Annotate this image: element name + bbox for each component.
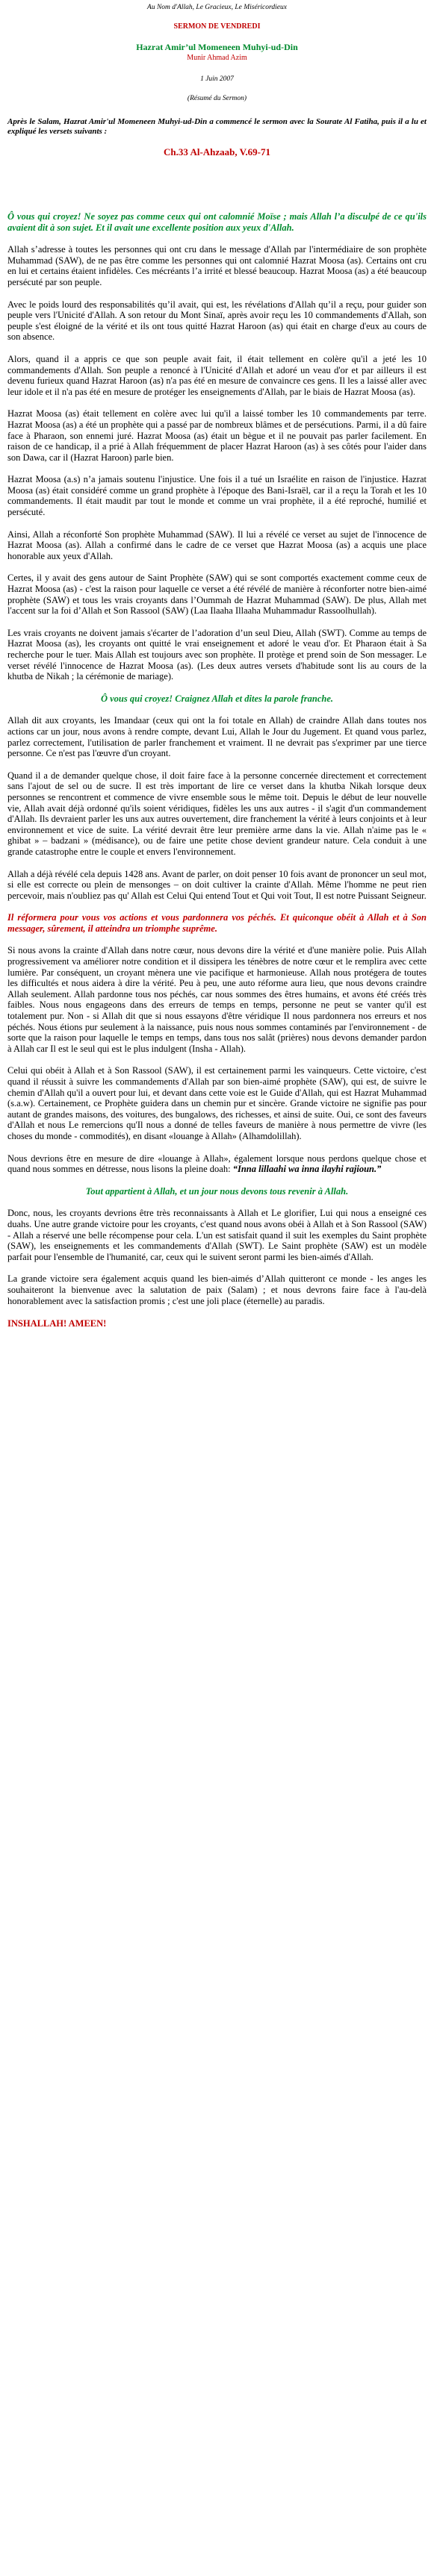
invocation: Au Nom d'Allah, Le Gracieux, Le Miséricordieux: [147, 4, 287, 11]
paragraph-14: [7, 1153, 427, 1175]
quote-2: Il réformera pour vous vos actions et vous pardonnera vos péchés. Et quiconque obéit à Allah et à Son messager, sûrement, il atteindra un triomphe suprême.: [7, 912, 427, 934]
closing-text: INSHALLAH! AMEEN!: [7, 1318, 107, 1329]
quote-3: Tout appartient à Allah, et un jour nous devons tous revenir à Allah.: [85, 1185, 349, 1197]
quote-1: Ô vous qui croyez! Craignez Allah et dites la parole franche.: [100, 693, 333, 704]
paragraph-1: Allah s’adresse à toutes les personnes qui ont cru dans le message d'Allah par l'intermédiaire de son prophète Muhammad (SAW), de ne pas être comme les personnes qui ont calomnié Hazrat Moosa (as). Certains ont cru en lui et certains étaient infidèles. Ces mécréants l’a irrité et blessé beaucoup. Hazrat Moosa (as) a été beaucoup persécuté par son peuple.: [7, 244, 427, 287]
paragraph-9: Allah dit aux croyants, les Imandaar (ceux qui ont la foi totale en Allah) de craindre Allah dans toutes nos actions car un jour, nous avons à rendre compte, devant Lui, Allah le Jour du Jugement. Et quand vous parlez, parlez correctement, l'utilisation de parler franchement et vraiment. Il ne devrait pas s'exprimer par une tierce personne. Ce n'est pas l'œuvre d'un croyant.: [7, 715, 427, 759]
paragraph-2: Avec le poids lourd des responsabilités qu’il avait, qui est, les révélations d'Allah qu’il a reçu, pour guider son peuple vers l'Unicité d'Allah. A son retour du Mont Sinaï, après avoir reçu les 10 commandements d'Allah, son peuple s'est éloigné de la vérité et ils ont tous quitté Hazrat Haroon (as) qui était en charge d'eux au cours de son absence.: [7, 299, 427, 343]
sermon-date: 1 Juin 2007: [200, 75, 234, 83]
paragraph-16: La grande victoire sera également acquis quand les bien-aimés d’Allah quitteront ce monde - les anges les souhaiteront la bienvenue avec la salutation de paix (Salam) ; et nous devrons faire face à l'au-delà honorablement avec la satisfaction promis ; c'est une joli place (éternelle) au paradis.: [7, 1273, 427, 1306]
paragraph-10: Quand il a de demander quelque chose, il doit faire face à la personne concernée directement et correctement sans l'ajout de sel ou de sucre. Il est très important de lire ce verset dans la khutba Nikah lorsque deux personnes se rencontrent et commence de vivre ensemble sous le même toit. Depuis le début de leur nouvelle vie, Allah avait déjà ordonné qu'ils soient véridiques, fidèles les uns aux autres - il s'agit d'un commandement d'Allah. Ils devraient parler les uns aux autres ouvertement, dire franchement la vérité à leurs conjoints et à leur environnement et vice de suite. La vérité devrait être leur première arme dans la vie. Allah n'aime pas le « ghibat » – badzani » (médisance), ou de faire une petite chose devient grandeur nature. Cela conduit à une grande catastrophe entre le couple et envers l'environnement.: [7, 770, 427, 857]
paragraph-14-text: Nous devrions être en mesure de dire «louange à Allah», également lorsque nous perdons quelque chose et quand nous sommes en détresse, nous lisons la pleine doah:: [7, 1153, 427, 1175]
paragraph-13: Celui qui obéit à Allah et à Son Rassool (SAW), il est certainement parmi les vainqueurs. Cette victoire, c'est quand il réussit à suivre les commandements d'Allah par son bien-aimé prophète (SAW), qui est, de suivre le chemin d'Allah qu'il a ouvert pour lui, et devant dans cette voie est le Guide d'Allah, qui est Hazrat Muhammad (s.a.w). Certainement, ce Prophète guidera dans un chemin pur et sincère. Grande victoire ne signifie pas pour autant de grandes maisons, des voitures, des bungalows, des richesses, et ainsi de suite. Oui, ce sont des faveurs d'Allah et nous Le remercions qu'Il nous a donné de telles faveurs de manière à nous permettre de vivre (les choses du monde - commodités), en disant «louange à Allah» (Alhamdolillah).: [7, 1065, 427, 1141]
paragraph-15: Donc, nous, les croyants devrions être très reconnaissants à Allah et Le glorifier, Lui qui nous a enseigné ces duahs. Une autre grande victoire pour les croyants, c'est quand nous avons obéi à Allah et à Son Rassool (SAW) - Allah a réservé une belle récompense pour cela. L'un est satisfait quand il suit les exemples du Saint prophète (SAW), les enseignements et les commandements d'Allah (SWT). Le Saint prophète (SAW) est un modèle parfait pour l'ensemble de l'humanité, car, ceux qui le suivent seront parmi les bien-aimés d'Allah.: [7, 1208, 427, 1262]
verse-reference: Ch.33 Al-Ahzaab, V.69-71: [164, 146, 270, 158]
sermon-kind: SERMON DE VENDREDI: [173, 22, 261, 31]
paragraph-11: Allah a déjà révélé cela depuis 1428 ans. Avant de parler, on doit penser 10 fois avant de prononcer un seul mot, si elle est correcte ou plein de mensonges – on doit cultiver la crainte d'Allah. Même l'homme ne peut rien percevoir, mais n'oubliez pas qu' Allah est Celui Qui entend Tout et Qui voit Tout, Il est notre Puissant Seigneur.: [7, 868, 427, 901]
verse-quote: Ô vous qui croyez! Ne soyez pas comme ceux qui ont calomnié Moïse ; mais Allah l’a disculpé de ce qu'ils avaient dit à son sujet. Et il avait une excellente position aux yeux d'Allah.: [7, 211, 427, 233]
paragraph-8: Les vrais croyants ne doivent jamais s'écarter de l’adoration d’un seul Dieu, Allah (SWT). Comme au temps de Hazrat Moosa (as), les croyants ont quitté le vrai enseignement et adoré le veau d'or. Et Pharaon était à Sa recherche pour le tuer. Mais Allah est toujours avec son prophète. Il protège et prend soin de Son messager. Le verset révélé l'innocence de Hazrat Moosa (as). (Les deux autres versets d'habitude sont lis au cours de la khutba de Nikah ; la cérémonie de mariage).: [7, 627, 427, 682]
summary-note: (Résumé du Sermon): [187, 95, 247, 102]
sermon-document: [7, 3, 427, 1329]
intro-text: Après le Salam, Hazrat Amir'ul Momeneen Muhyi-ud-Din a commencé le sermon avec la Sourate Al Fatiha, puis il a lu et expliqué les versets suivants :: [7, 117, 427, 136]
paragraph-3: Alors, quand il a appris ce que son peuple avait fait, il était tellement en colère qu'il a jeté les 10 commandements d'Allah. Son peuple a renoncé à l'Unicité d'Allah et adoré un veau d'or et par ailleurs il est devenu furieux quand Hazrat Haroon (as) n'a pas été en mesure de convaincre ces gens. Il les a laissé aller avec leur idole et il n'a pas été en mesure de protéger les enseignements d'Allah, par le biais de Hazrat Moosa (as).: [7, 353, 427, 397]
paragraph-5: Hazrat Moosa (a.s) n’a jamais soutenu l'injustice. Une fois il a tué un Israélite en raison de l'injustice. Hazrat Moosa (as) était considéré comme un grand prophète à l'époque des Bani-Israël, car il a reçu la Torah et les 10 commandements. Il était maudit par tout le monde et comme un vrai prophète, il a été reproché, humilié et persécuté.: [7, 474, 427, 518]
paragraph-4: Hazrat Moosa (as) était tellement en colère avec lui qu'il a laissé tomber les 10 commandements par terre. Hazrat Moosa (as) a été un prophète qui a passé par de nombreux blâmes et de persécutions. Parmi, il a dû faire face à Pharaon, son ennemi juré. Hazrat Moosa (as) était un bègue et il ne pouvait pas parler facilement. En raison de ce handicap, il a prié à Allah fréquemment de placer Hazrat Haroon (as) à ses côtés pour l'aider dans son Dawa, car il (Hazrat Haroon) parle bien.: [7, 408, 427, 463]
imam-name-line2: Munir Ahmad Azim: [187, 54, 247, 62]
paragraph-7: Certes, il y avait des gens autour de Saint Prophète (SAW) qui se sont comportés exactement comme ceux de Hazrat Moosa (as) - c'est la raison pour laquelle ce verset a été révélé de manière à réconforter notre bien-aimé prophète (SAW) et tous les vrais croyants dans l’Oummah de Hazrat Muhammad (SAW). De plus, Allah met l'accent sur la foi d’Allah et Son Rassool (SAW) (Laa Ilaaha Illaaha Muhammadur Rassoolhullah).: [7, 573, 427, 617]
paragraph-14-doah: “Inna lillaahi wa inna ilayhi rajioun.”: [232, 1164, 382, 1175]
paragraph-12: Si nous avons la crainte d'Allah dans notre cœur, nous devons dire la vérité et d'une manière polie. Puis Allah progressivement va améliorer notre condition et il dissipera les ténèbres de notre cœur et le remplira avec cette lumière. Par conséquent, un croyant mènera une vie pacifique et harmonieuse. Allah nous protégera de toutes les difficultés et nous aidera à dire la vérité. Peu à peu, une auto réforme aura lieu, que nous devons craindre Allah seulement. Allah pardonne tous nos péchés, car nous sommes des êtres humains, et avons été créés très faibles. Nous nous engageons dans des erreurs de temps en temps, personne ne peut se vanter qu'il est totalement pur. Non - si Allah dit que si nous essayons d'être véridique Il nous pardonnera nos erreurs et nos péchés. Nous étions pur seulement à la naissance, puis nous nous sommes contaminés par l'environnement - de sorte que la raison pour laquelle le temps en temps, dans tous nos salât (prières) nous devons demander pardon à Allah car Il est le seul qui est le plus indulgent (Insha - Allah).: [7, 945, 427, 1054]
imam-name-line1: Hazrat Amir’ul Momeneen Muhyi-ud-Din: [136, 42, 298, 52]
paragraph-6: Ainsi, Allah a réconforté Son prophète Muhammad (SAW). Il lui a révélé ce verset au sujet de l'innocence de Hazrat Moosa (as). Allah a confirmé dans le cadre de ce verset que Hazrat Moosa (as) a acquis une place honorable aux yeux d'Allah.: [7, 528, 427, 561]
